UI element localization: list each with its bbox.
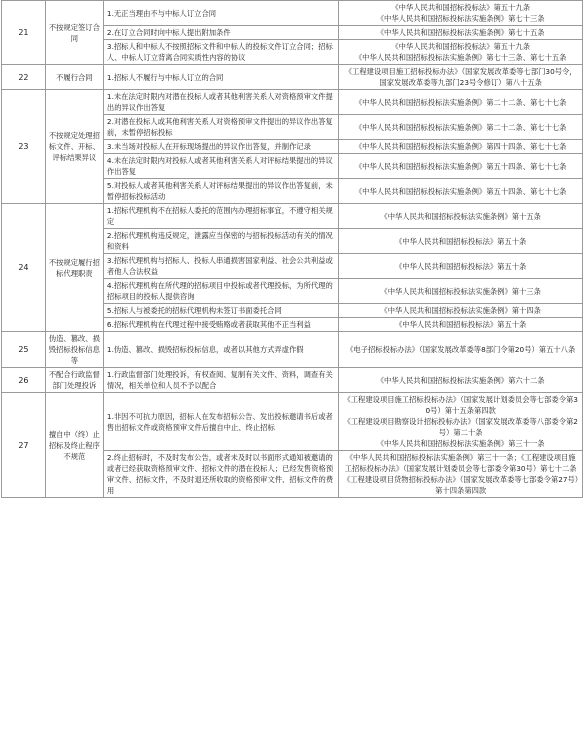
legal-basis	[339, 332, 583, 368]
violation-description: 1.行政监督部门处理投诉，有权查阅、复制有关文件、资料，调查有关情况，相关单位和人员不予以配合	[103, 368, 338, 393]
violation-description: 1.招标代理机构不在招标人委托的范围内办理招标事宜，不遵守相关规定	[103, 204, 338, 229]
violation-description: 3.未当场对投标人在开标现场提出的异议作出答复，并制作记录	[103, 140, 338, 154]
legal-basis-line: 《工程建设项目货物招标投标办法》（国家发展改革委等七部委令第27号）第十四条第四款	[342, 475, 579, 495]
violation-category: 伪造、篡改、损毁招标投标信息等	[45, 332, 103, 368]
legal-basis-line: 《中华人民共和国招标投标法实施条例》第六十二条	[376, 375, 545, 385]
legal-basis-line: 《工程建设项目施工招标投标办法》（国家发展计划委员会等七部委令第30号）第十五条第四款	[343, 395, 578, 415]
legal-basis	[339, 154, 583, 179]
legal-basis-line: 《中华人民共和国招标投标法实施条例》第五十四条、第七十七条	[354, 161, 567, 171]
row-number: 24	[2, 204, 46, 332]
legal-basis	[339, 140, 583, 154]
table-row	[2, 65, 583, 90]
legal-basis	[339, 451, 583, 498]
legal-basis-line: 《中华人民共和国招标投标法实施条例》第三十一条；《工程建设项目施工招标投标办法》（国家发展计划委员会等七部委令第30号）第七十二条	[344, 453, 577, 473]
table-row	[2, 1, 583, 26]
row-number: 25	[2, 332, 46, 368]
legal-basis-line: 《中华人民共和国招标投标法》第五十条	[395, 236, 527, 246]
violation-description: 1.非因不可抗力原因，招标人在发布招标公告、发出投标邀请书后或者售出招标文件或资格预审文件后擅自中止、终止招标	[103, 393, 338, 451]
violation-description: 3.招标人和中标人不按照招标文件和中标人的投标文件订立合同；招标人、中标人订立背离合同实质性内容的协议	[103, 40, 338, 65]
legal-basis-line: 《中华人民共和国招标投标法实施条例》第十五条	[380, 211, 541, 221]
violation-description: 5.对投标人或者其他利害关系人对评标结果提出的异议作出答复前，未暂停招标投标活动	[103, 179, 338, 204]
row-number: 26	[2, 368, 46, 393]
table-row	[2, 393, 583, 451]
legal-basis-line: 《中华人民共和国招标投标法》第五十九条	[391, 3, 530, 12]
legal-basis-line: 《中华人民共和国招标投标法实施条例》第二十二条、第七十七条	[354, 97, 567, 107]
violation-description: 2.在订立合同时向中标人提出附加条件	[103, 26, 338, 40]
violation-description: 6.招标代理机构在代理过程中接受贿赂或者获取其他不正当利益	[103, 318, 338, 332]
legal-basis-line: 《中华人民共和国招标投标法实施条例》第三十一条	[376, 439, 545, 448]
legal-basis-line: 《电子招标投标办法》（国家发展改革委等8部门令第20号）第五十八条	[346, 345, 576, 354]
row-number: 22	[2, 65, 46, 90]
legal-basis-line: 《中华人民共和国招标投标法实施条例》第十三条	[380, 286, 541, 296]
violation-description: 4.未在法定时限内对投标人或者其他利害关系人对评标结果提出的异议作出答复	[103, 154, 338, 179]
violation-category: 擅自中（终）止招标及终止程序不规范	[45, 393, 103, 498]
legal-basis	[339, 115, 583, 140]
table-row	[2, 90, 583, 115]
legal-basis	[339, 368, 583, 393]
violation-description: 4.招标代理机构在所代理的招标项目中投标或者代理投标，为所代理的招标项目的投标人提供咨询	[103, 279, 338, 304]
violation-category: 不按规定处理招标文件、开标、评标结果异议	[45, 90, 103, 204]
legal-basis	[339, 40, 583, 65]
legal-basis	[339, 393, 583, 451]
legal-basis	[339, 254, 583, 279]
legal-basis	[339, 304, 583, 318]
legal-basis	[339, 279, 583, 304]
legal-basis-line: 《中华人民共和国招标投标法实施条例》第二十二条、第七十七条	[354, 122, 567, 132]
legal-basis-line: 《工程建设项目勘察设计招标投标办法》（国家发展改革委等八部委令第2号）第二十条	[343, 417, 578, 437]
legal-basis	[339, 26, 583, 40]
legal-basis-line: 《中华人民共和国招标投标法实施条例》第七十三条	[376, 14, 545, 23]
legal-basis-line: 《中华人民共和国招标投标法》第五十条	[395, 320, 527, 329]
legal-basis-line: 《中华人民共和国招标投标法》第五十条	[395, 261, 527, 271]
legal-basis-line: 《工程建设项目施工招标投标办法》（国家发展改革委等七部门30号令，国家发展改革委等九部门23号令修订）第八十五条	[344, 67, 577, 87]
legal-basis-line: 《中华人民共和国招标投标法实施条例》第七十五条	[376, 28, 545, 37]
violation-description: 3.招标代理机构与招标人、投标人串通损害国家利益、社会公共利益或者他人合法权益	[103, 254, 338, 279]
legal-basis	[339, 204, 583, 229]
violation-category: 不按规定履行招标代理职责	[45, 204, 103, 332]
legal-basis	[339, 90, 583, 115]
violation-category: 不履行合同	[45, 65, 103, 90]
legal-basis-line: 《中华人民共和国招标投标法实施条例》第十四条	[380, 306, 541, 315]
legal-basis-line: 《中华人民共和国招标投标法实施条例》第五十四条、第七十七条	[354, 186, 567, 196]
legal-basis-line: 《中华人民共和国招标投标法实施条例》第四十四条、第七十七条	[354, 142, 567, 151]
table-row	[2, 332, 583, 368]
legal-basis	[339, 179, 583, 204]
violation-description: 1.无正当理由不与中标人订立合同	[103, 1, 338, 26]
row-number: 23	[2, 90, 46, 204]
violation-description: 2.招标代理机构违反规定，泄露应当保密的与招标投标活动有关的情况和资料	[103, 229, 338, 254]
legal-basis	[339, 65, 583, 90]
legal-basis	[339, 1, 583, 26]
table-body	[2, 1, 583, 498]
row-number: 21	[2, 1, 46, 65]
violations-table	[1, 0, 583, 498]
violation-category: 不按规定签订合同	[45, 1, 103, 65]
legal-basis-line: 《中华人民共和国招标投标法实施条例》第七十三条、第七十五条	[354, 53, 567, 62]
violation-description: 2.终止招标时，不及时发布公告，或者未及时以书面形式通知被邀请的或者已经获取资格预审文件、招标文件的潜在投标人；已经发售资格预审文件、招标文件，不及时退还所收取的资格预审文件、招标文件的费用	[103, 451, 338, 498]
violation-description: 2.对潜在投标人或其他利害关系人对资格预审文件提出的异议作出答复前，未暂停招标投标	[103, 115, 338, 140]
legal-basis	[339, 318, 583, 332]
row-number: 27	[2, 393, 46, 498]
violation-description: 5.招标人与被委托的招标代理机构未签订书面委托合同	[103, 304, 338, 318]
table-row	[2, 368, 583, 393]
violation-description: 1.招标人不履行与中标人订立的合同	[103, 65, 338, 90]
table-row	[2, 204, 583, 229]
violation-category: 不配合行政监督部门处理投诉	[45, 368, 103, 393]
violation-description: 1.伪造、篡改、损毁招标投标信息，或者以其他方式弄虚作假	[103, 332, 338, 368]
violation-description: 1.未在法定时限内对潜在投标人或者其他利害关系人对资格预审文件提出的异议作出答复	[103, 90, 338, 115]
legal-basis	[339, 229, 583, 254]
legal-basis-line: 《中华人民共和国招标投标法》第五十九条	[391, 42, 530, 51]
